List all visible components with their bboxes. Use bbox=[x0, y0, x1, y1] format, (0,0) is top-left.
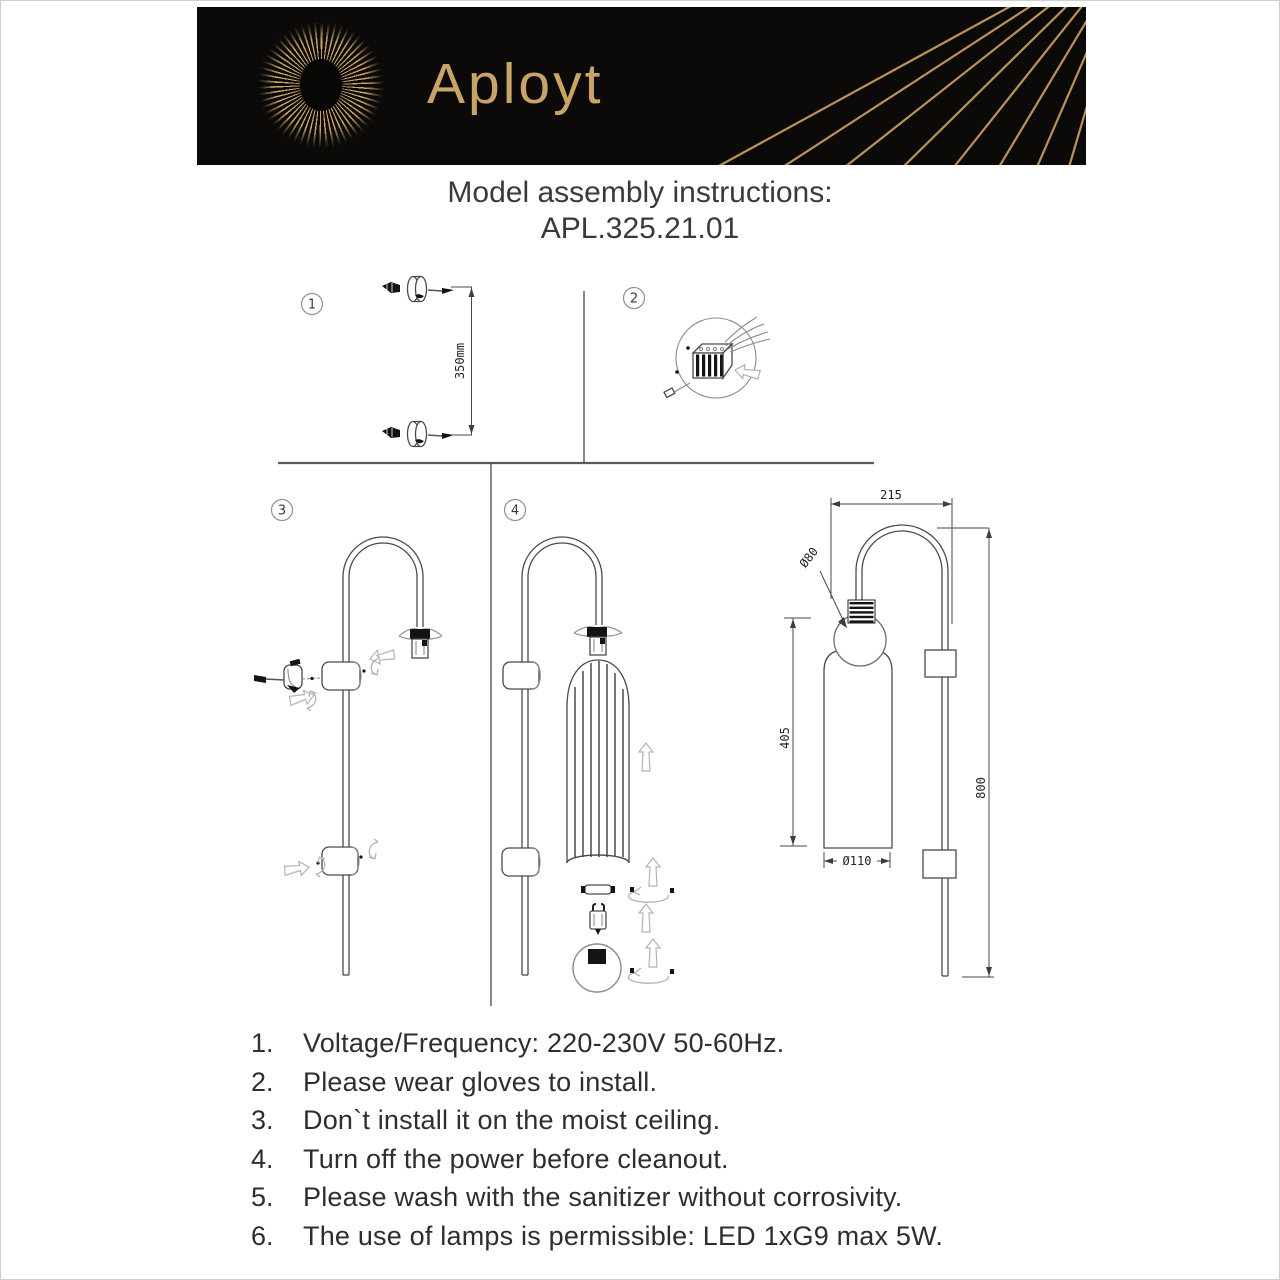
upper-bracket-icon bbox=[322, 662, 361, 690]
brand-name: Aployt bbox=[427, 52, 604, 116]
instruction-item bbox=[251, 1182, 943, 1221]
rotate-arrow-icon bbox=[628, 968, 674, 983]
instruction-item bbox=[251, 1067, 943, 1106]
lower-bracket-icon bbox=[502, 848, 540, 876]
lamp-outline bbox=[824, 525, 956, 976]
item-number: 4. bbox=[251, 1143, 274, 1174]
item-number: 5. bbox=[251, 1182, 274, 1212]
step1-badge bbox=[302, 294, 323, 315]
svg-text:2: 2 bbox=[629, 291, 639, 307]
mount-spacing-dimension bbox=[451, 287, 475, 435]
wall-anchor-icon bbox=[382, 277, 454, 447]
upper-bracket-icon bbox=[503, 662, 540, 689]
turn-arrow-icon bbox=[369, 839, 378, 859]
item-text: Don`t install it on the moist ceiling. bbox=[303, 1105, 721, 1135]
rotate-arrow-icon bbox=[628, 887, 674, 902]
item-text: The use of lamps is permissible: LED 1xG9 max 5W. bbox=[303, 1220, 944, 1251]
retainer-ring-icon bbox=[581, 885, 615, 894]
total-height-dimension bbox=[937, 528, 994, 977]
item-number: 1. bbox=[251, 1028, 274, 1058]
bulb-socket-icon bbox=[574, 627, 622, 655]
step4-badge bbox=[505, 500, 526, 521]
item-number: 6. bbox=[251, 1220, 274, 1251]
lamp-arc-and-pole bbox=[343, 537, 423, 975]
svg-text:3: 3 bbox=[277, 503, 287, 519]
instruction-list bbox=[251, 1028, 943, 1259]
item-text: Please wear gloves to install. bbox=[303, 1066, 658, 1097]
instruction-item bbox=[251, 1028, 943, 1067]
svg-text:Ø80: Ø80 bbox=[796, 544, 822, 571]
svg-text:215: 215 bbox=[880, 488, 902, 502]
bulb-socket-icon bbox=[399, 629, 442, 658]
lower-bracket-icon bbox=[322, 847, 359, 875]
svg-text:405: 405 bbox=[778, 727, 792, 749]
wires-icon bbox=[725, 317, 770, 352]
model-number: APL.325.21.01 bbox=[540, 212, 740, 245]
globe-diffuser-icon bbox=[573, 944, 621, 992]
fluted-shade-icon bbox=[567, 660, 629, 863]
step3-diagram bbox=[254, 500, 442, 976]
step2-diagram bbox=[624, 288, 771, 399]
instruction-item bbox=[251, 1144, 943, 1183]
step1-diagram bbox=[302, 277, 475, 447]
svg-text:350mm: 350mm bbox=[453, 342, 467, 380]
corner-rays-icon bbox=[197, 7, 1086, 165]
up-arrow-icon bbox=[646, 858, 660, 886]
svg-text:Ø110: Ø110 bbox=[842, 854, 872, 868]
wire-sleeve-icon bbox=[664, 383, 690, 398]
bracket-clamp-icon bbox=[284, 659, 302, 693]
globe-diameter-dimension bbox=[797, 545, 847, 628]
item-number: 2. bbox=[251, 1066, 274, 1097]
assembly-diagram bbox=[231, 256, 1061, 1016]
svg-text:1: 1 bbox=[307, 297, 317, 313]
item-text: Voltage/Frequency: 220-230V 50-60Hz. bbox=[303, 1028, 785, 1058]
instruction-item bbox=[251, 1105, 943, 1144]
shade-height-dimension bbox=[778, 618, 811, 846]
panel-dividers bbox=[278, 291, 874, 1006]
up-arrow-icon bbox=[646, 939, 660, 967]
step2-badge bbox=[624, 288, 645, 309]
up-arrow-icon bbox=[639, 904, 653, 932]
instruction-item bbox=[251, 1221, 943, 1260]
push-arrow-icon bbox=[283, 860, 310, 878]
svg-text:800: 800 bbox=[974, 777, 988, 799]
item-number: 3. bbox=[251, 1105, 274, 1135]
dimension-drawing bbox=[778, 488, 994, 977]
svg-text:4: 4 bbox=[510, 503, 520, 519]
shade-diameter-dimension bbox=[824, 852, 890, 868]
terminal-block-icon bbox=[675, 344, 732, 378]
item-text: Turn off the power before cleanout. bbox=[303, 1143, 729, 1174]
item-text: Please wash with the sanitizer without corrosivity. bbox=[303, 1182, 903, 1212]
g9-bulb-icon bbox=[590, 904, 606, 935]
up-arrow-icon bbox=[639, 743, 653, 771]
step3-badge bbox=[272, 500, 293, 521]
step4-diagram bbox=[502, 500, 674, 993]
push-arrow-icon bbox=[734, 363, 761, 381]
brand-banner bbox=[197, 7, 1086, 165]
page-title: Model assembly instructions: bbox=[447, 176, 833, 209]
